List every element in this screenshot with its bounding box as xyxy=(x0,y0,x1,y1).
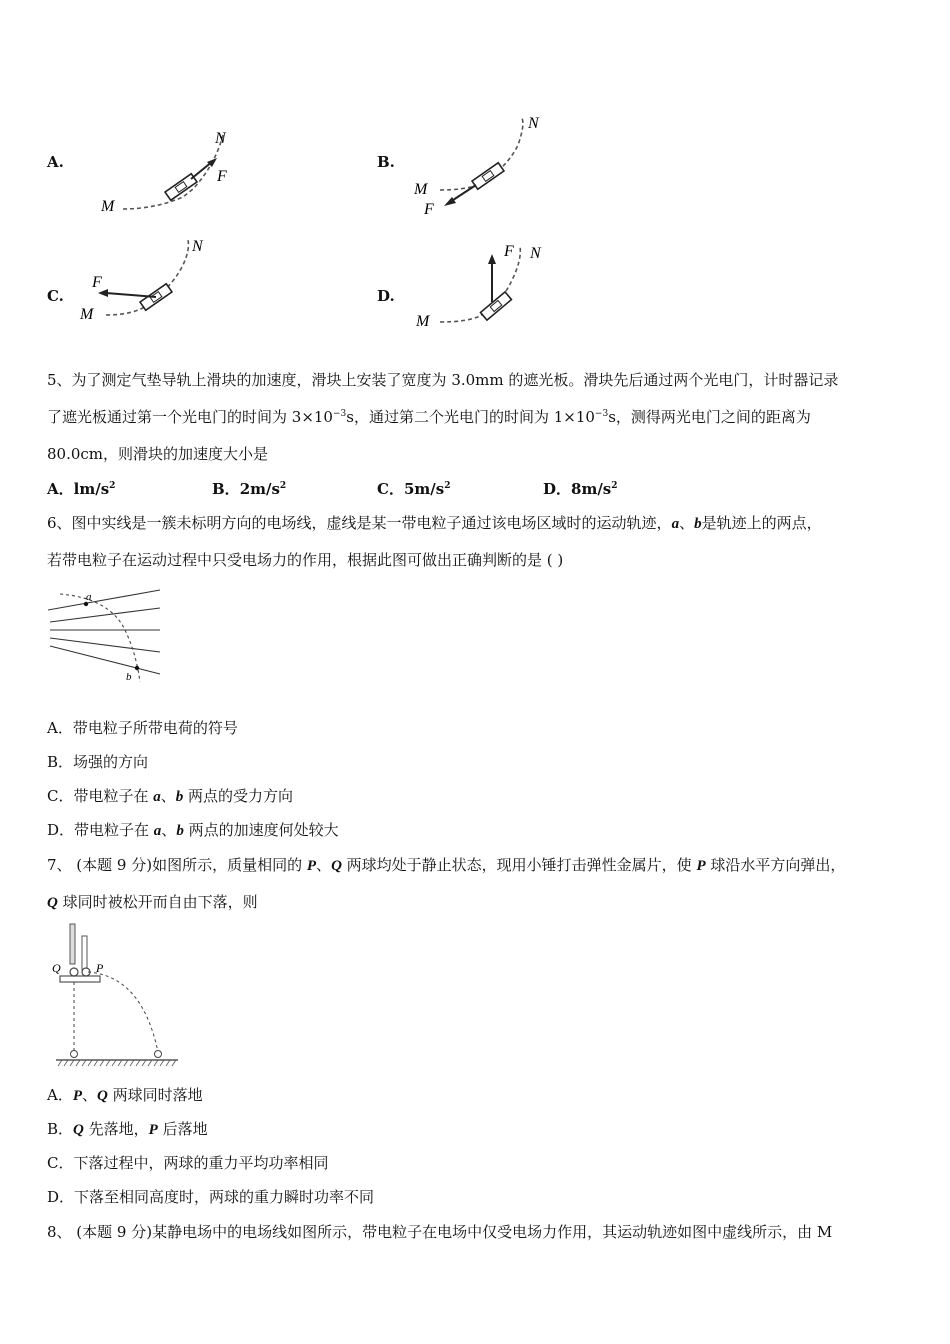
q4-option-c-label: C. xyxy=(47,287,64,305)
q8-line1: 8、 (本题 9 分)某静电场中的电场线如图所示，带电粒子在电场中仅受电场力作用，其运动轨迹如图中虚线所示，由 M xyxy=(47,1223,833,1241)
q4-option-b-label: B. xyxy=(377,153,395,171)
q6-fig-b-label: b xyxy=(126,671,132,683)
q6-option-d: D．带电粒子在 a、b 两点的加速度何处较大 xyxy=(47,821,339,839)
q6-line2: 若带电粒子在运动过程中只受电场力的作用，根据此图可做出正确判断的是 ( ) xyxy=(47,551,564,569)
q4-d-m-label: M xyxy=(416,313,430,330)
q6-line1: 6、图中实线是一簇未标明方向的电场线，虚线是某一带电粒子通过该电场区域时的运动轨迹，a、b是轨迹上的两点， xyxy=(47,514,822,532)
q4-a-m-label: M xyxy=(101,198,115,215)
q5-line1: 5、为了测定气垫导轨上滑块的加速度，滑块上安装了宽度为 3.0mm 的遮光板。滑块先后通过两个光电门，计时器记录 xyxy=(47,371,839,389)
q5-option-d: D．$8m/s^2$ xyxy=(543,480,618,498)
q4-d-n-label: N xyxy=(530,245,541,262)
q4-option-a-figure xyxy=(95,125,245,220)
q4-d-f-label: F xyxy=(504,243,514,260)
q4-option-d-label: D. xyxy=(377,287,395,305)
q7-apparatus-figure xyxy=(52,920,182,1068)
q7-option-a: A．P、Q 两球同时落地 xyxy=(47,1086,203,1104)
q7-option-c: C．下落过程中，两球的重力平均功率相同 xyxy=(47,1154,329,1172)
q4-b-m-label: M xyxy=(414,181,428,198)
q7-line1: 7、 (本题 9 分)如图所示，质量相同的 P、Q 两球均处于静止状态，现用小锤打击弹性金属片，使 P 球沿水平方向弹出， xyxy=(47,856,846,874)
q6-option-b: B．场强的方向 xyxy=(47,753,149,771)
q4-option-c-figure xyxy=(78,235,228,327)
q7-option-b: B．Q 先落地，P 后落地 xyxy=(47,1120,208,1138)
q4-option-a-label: A. xyxy=(47,153,64,171)
q5-line2: 了遮光板通过第一个光电门的时间为 $3\times 10^{-3}s$，通过第二个光电门的时间为 $1\times 10^{-3}s$，测得两光电门之间的距离为 xyxy=(47,408,811,426)
q4-a-f-label: F xyxy=(217,168,227,185)
q4-a-n-label: N xyxy=(215,130,226,147)
q7-fig-p-label: P xyxy=(96,961,104,975)
q6-option-c: C．带电粒子在 a、b 两点的受力方向 xyxy=(47,787,294,805)
q6-field-figure xyxy=(48,588,168,684)
q5-option-a: A．$lm/s^2$ xyxy=(47,480,116,498)
q4-b-n-label: N xyxy=(528,115,539,132)
q4-c-m-label: M xyxy=(80,306,94,323)
q6-fig-a-label: a xyxy=(86,591,92,603)
q4-b-f-label: F xyxy=(424,201,434,218)
q4-option-d-figure xyxy=(412,238,562,330)
q7-fig-q-label: Q xyxy=(52,961,61,975)
q4-option-b-figure xyxy=(410,110,570,218)
q4-c-f-label: F xyxy=(92,274,102,291)
q7-line2: Q 球同时被松开而自由下落，则 xyxy=(47,893,258,911)
q7-option-d: D．下落至相同高度时，两球的重力瞬时功率不同 xyxy=(47,1188,375,1206)
q6-option-a: A．带电粒子所带电荷的符号 xyxy=(47,719,238,737)
q5-option-b: B．$2m/s^2$ xyxy=(212,480,287,498)
q4-c-n-label: N xyxy=(192,238,203,255)
q5-line3: 80.0cm，则滑块的加速度大小是 xyxy=(47,445,269,463)
q5-option-c: C．$5m/s^2$ xyxy=(377,480,451,498)
